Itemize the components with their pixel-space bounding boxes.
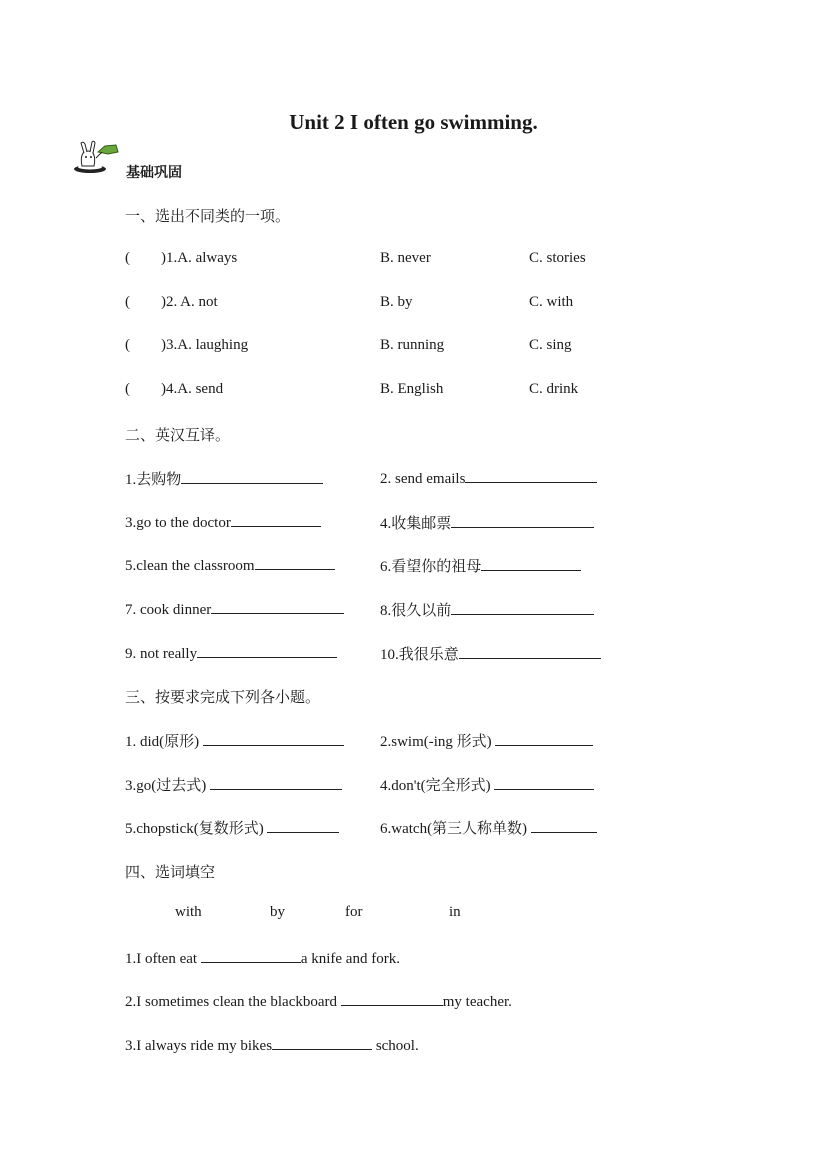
- answer-blank[interactable]: [494, 775, 594, 790]
- option-c: C. drink: [529, 381, 579, 397]
- answer-blank[interactable]: [451, 513, 594, 528]
- part4-heading: 四、选词填空: [125, 865, 216, 881]
- option-b: B. English: [380, 381, 444, 397]
- answer-blank[interactable]: [210, 775, 342, 790]
- translate-item: 8.很久以前: [380, 599, 594, 620]
- word-bank-item: with: [175, 904, 202, 920]
- part1-heading: 一、选出不同类的一项。: [125, 209, 291, 225]
- answer-blank[interactable]: [459, 644, 601, 659]
- answer-blank[interactable]: [481, 556, 581, 571]
- translate-item: 3.go to the doctor: [125, 512, 321, 532]
- answer-blank[interactable]: [255, 555, 335, 570]
- answer-blank[interactable]: [465, 468, 597, 483]
- option-c: C. stories: [529, 250, 586, 266]
- option-a: )1.A. always: [161, 250, 238, 266]
- form-item: 3.go(过去式): [125, 774, 342, 795]
- option-a: )2. A. not: [161, 294, 218, 310]
- option-c: C. with: [529, 294, 574, 310]
- form-item: 6.watch(第三人称单数): [380, 817, 597, 838]
- part2-heading: 二、英汉互译。: [125, 428, 231, 444]
- answer-blank[interactable]: [181, 469, 323, 484]
- word-bank-item: for: [345, 904, 363, 920]
- option-a: )3.A. laughing: [161, 337, 249, 353]
- answer-paren: (: [125, 294, 130, 310]
- answer-blank[interactable]: [197, 643, 337, 658]
- form-item: 4.don't(完全形式): [380, 774, 594, 795]
- word-bank-item: by: [270, 904, 285, 920]
- answer-blank[interactable]: [211, 599, 344, 614]
- answer-blank[interactable]: [341, 991, 443, 1006]
- fill-sentence: 1.I often eat a knife and fork.: [125, 948, 400, 968]
- answer-blank[interactable]: [203, 731, 344, 746]
- option-a: )4.A. send: [161, 381, 224, 397]
- section-label: 基础巩固: [126, 166, 182, 181]
- answer-blank[interactable]: [272, 1035, 372, 1050]
- translate-item: 7. cook dinner: [125, 599, 344, 619]
- fill-sentence: 2.I sometimes clean the blackboard my teacher.: [125, 991, 512, 1011]
- translate-item: 2. send emails: [380, 468, 597, 488]
- option-b: B. by: [380, 294, 413, 310]
- answer-blank[interactable]: [531, 818, 597, 833]
- translate-item: 9. not really: [125, 643, 337, 663]
- form-item: 1. did(原形): [125, 730, 344, 751]
- form-item: 5.chopstick(复数形式): [125, 817, 339, 838]
- page-title: Unit 2 I often go swimming.: [289, 110, 538, 134]
- translate-item: 4.收集邮票: [380, 512, 594, 533]
- translate-item: 10.我很乐意: [380, 643, 601, 664]
- answer-blank[interactable]: [201, 948, 301, 963]
- answer-paren: (: [125, 337, 130, 353]
- translate-item: 5.clean the classroom: [125, 555, 335, 575]
- word-bank-item: in: [449, 904, 461, 920]
- form-item: 2.swim(-ing 形式): [380, 730, 593, 751]
- answer-paren: (: [125, 250, 130, 266]
- fill-sentence: 3.I always ride my bikes school.: [125, 1035, 419, 1055]
- option-b: B. running: [380, 337, 445, 353]
- translate-item: 1.去购物: [125, 468, 323, 489]
- answer-paren: (: [125, 381, 130, 397]
- answer-blank[interactable]: [267, 818, 339, 833]
- option-b: B. never: [380, 250, 431, 266]
- part3-heading: 三、按要求完成下列各小题。: [125, 690, 321, 706]
- rabbit-icon: [72, 140, 122, 174]
- answer-blank[interactable]: [495, 731, 593, 746]
- answer-blank[interactable]: [451, 600, 594, 615]
- translate-item: 6.看望你的祖母: [380, 555, 581, 576]
- option-c: C. sing: [529, 337, 572, 353]
- answer-blank[interactable]: [231, 512, 321, 527]
